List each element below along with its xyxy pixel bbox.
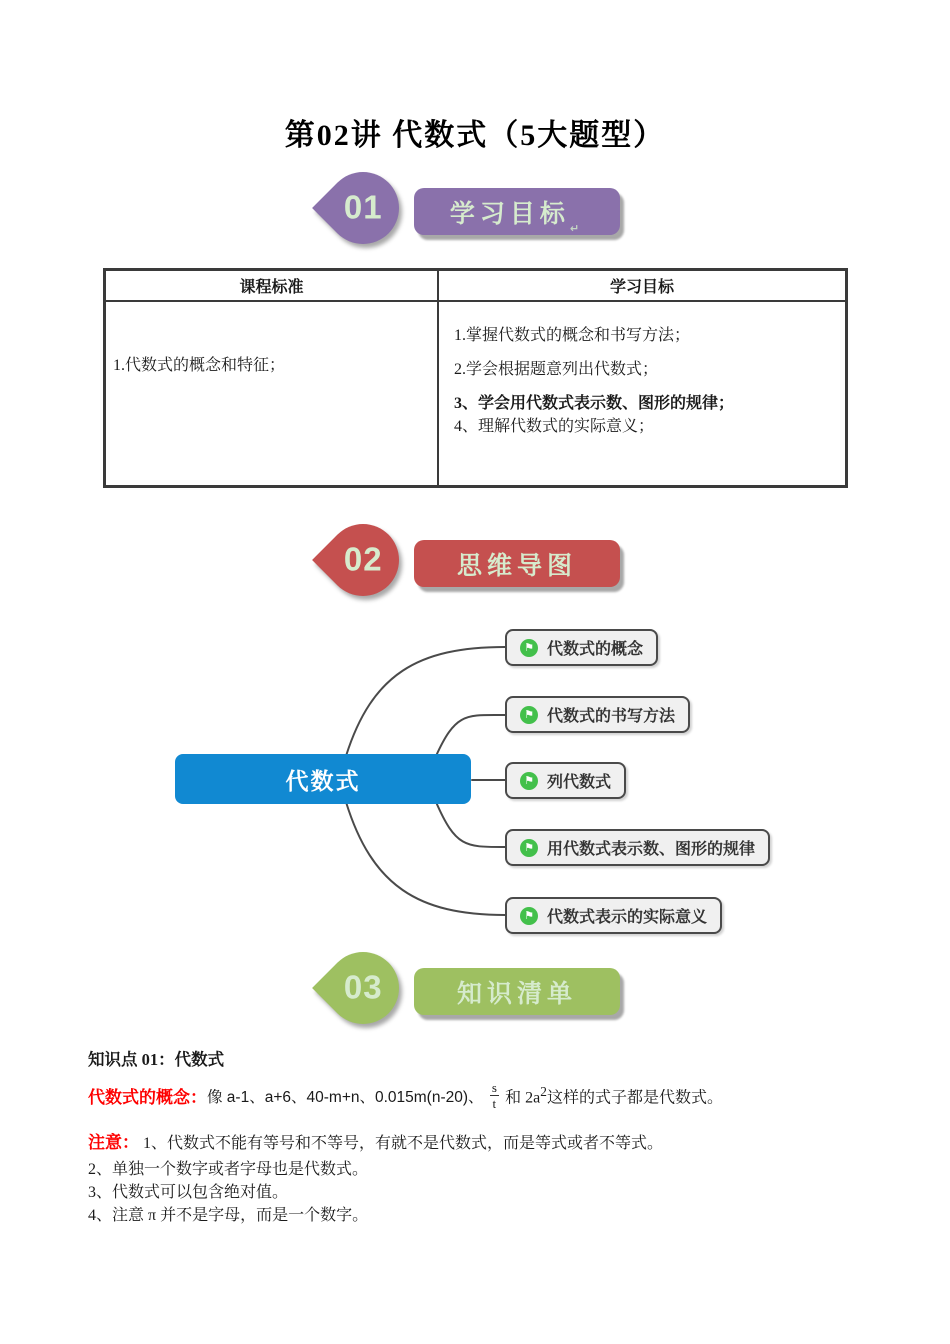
objectives-table <box>103 268 848 488</box>
mindmap-node-concept <box>505 629 658 666</box>
flag-icon: ⚑ <box>520 639 538 657</box>
section-number: 03 <box>343 969 383 1006</box>
flag-icon: ⚑ <box>520 839 538 857</box>
mindmap-node-writing <box>505 696 690 733</box>
mindmap <box>160 612 825 952</box>
goal-item: 2.学会根据题意列出代数式； <box>454 361 659 378</box>
mindmap-node-label: 代数式的概念 <box>547 641 644 658</box>
section-02-title-bar <box>414 540 620 587</box>
table-header-standards: 课程标准 <box>105 270 438 301</box>
mindmap-node-label: 代数式的书写方法 <box>547 708 676 725</box>
section-01-title-bar <box>414 188 620 235</box>
note-item: 3、代数式可以包含绝对值。 <box>88 1184 289 1201</box>
knowledge-point-heading: 知识点 01：代数式 <box>88 1050 225 1069</box>
mindmap-node-listing <box>505 762 626 799</box>
note-label: 注意： <box>88 1133 139 1152</box>
note-item: 4、注意 π 并不是字母，而是一个数字。 <box>88 1207 369 1224</box>
section-02-number-pin <box>327 524 399 596</box>
goal-item: 4、理解代数式的实际意义； <box>454 418 655 435</box>
note-list <box>88 1158 368 1227</box>
goal-item: 1.掌握代数式的概念和书写方法； <box>454 327 691 344</box>
mindmap-center-node: 代数式 <box>175 754 471 804</box>
flag-icon: ⚑ <box>520 772 538 790</box>
section-number: 02 <box>343 541 383 578</box>
mindmap-node-label: 用代数式表示数、图形的规律 <box>547 841 756 858</box>
section-03-number-pin <box>327 952 399 1024</box>
section-title: 思维导图 <box>456 551 577 580</box>
table-cell-standards: 1.代数式的概念和特征； <box>105 301 438 486</box>
concept-label: 代数式的概念： <box>88 1088 207 1107</box>
mindmap-node-label: 代数式表示的实际意义 <box>547 909 708 926</box>
fraction-s-over-t: $\frac{s}{t}$ <box>490 1080 500 1111</box>
superscript: 2 <box>540 1083 547 1099</box>
page-title: 第02讲 代数式（5大题型） <box>284 119 666 152</box>
note-line <box>88 1128 663 1153</box>
section-title: 知识清单 <box>456 979 577 1008</box>
note-text: 1、代数式不能有等号和不等号，有就不是代数式，而是等式或者不等式。 <box>143 1135 664 1152</box>
section-title: 学习目标 <box>449 199 570 228</box>
goal-item: 3、学会用代数式表示数、图形的规律； <box>454 395 735 412</box>
concept-examples: 像 a-1、a+6、40-m+n、0.015m(n-20)、 <box>207 1088 484 1106</box>
table-header-goals: 学习目标 <box>438 270 846 301</box>
paragraph-mark-icon: ↵ <box>569 222 585 235</box>
flag-icon: ⚑ <box>520 706 538 724</box>
flag-icon: ⚑ <box>520 907 538 925</box>
note-item: 2、单独一个数字或者字母也是代数式。 <box>88 1161 369 1178</box>
section-number: 01 <box>343 189 383 226</box>
section-03-title-bar <box>414 968 620 1015</box>
concept-definition <box>88 1080 888 1111</box>
section-01-number-pin <box>327 172 399 244</box>
mindmap-node-patterns <box>505 829 770 866</box>
table-cell-goals <box>438 301 846 486</box>
mindmap-node-label: 列代数式 <box>547 774 612 791</box>
mindmap-node-meaning <box>505 897 722 934</box>
concept-text: 和 $2a^2$这样的式子都是代数式。 <box>505 1083 723 1107</box>
